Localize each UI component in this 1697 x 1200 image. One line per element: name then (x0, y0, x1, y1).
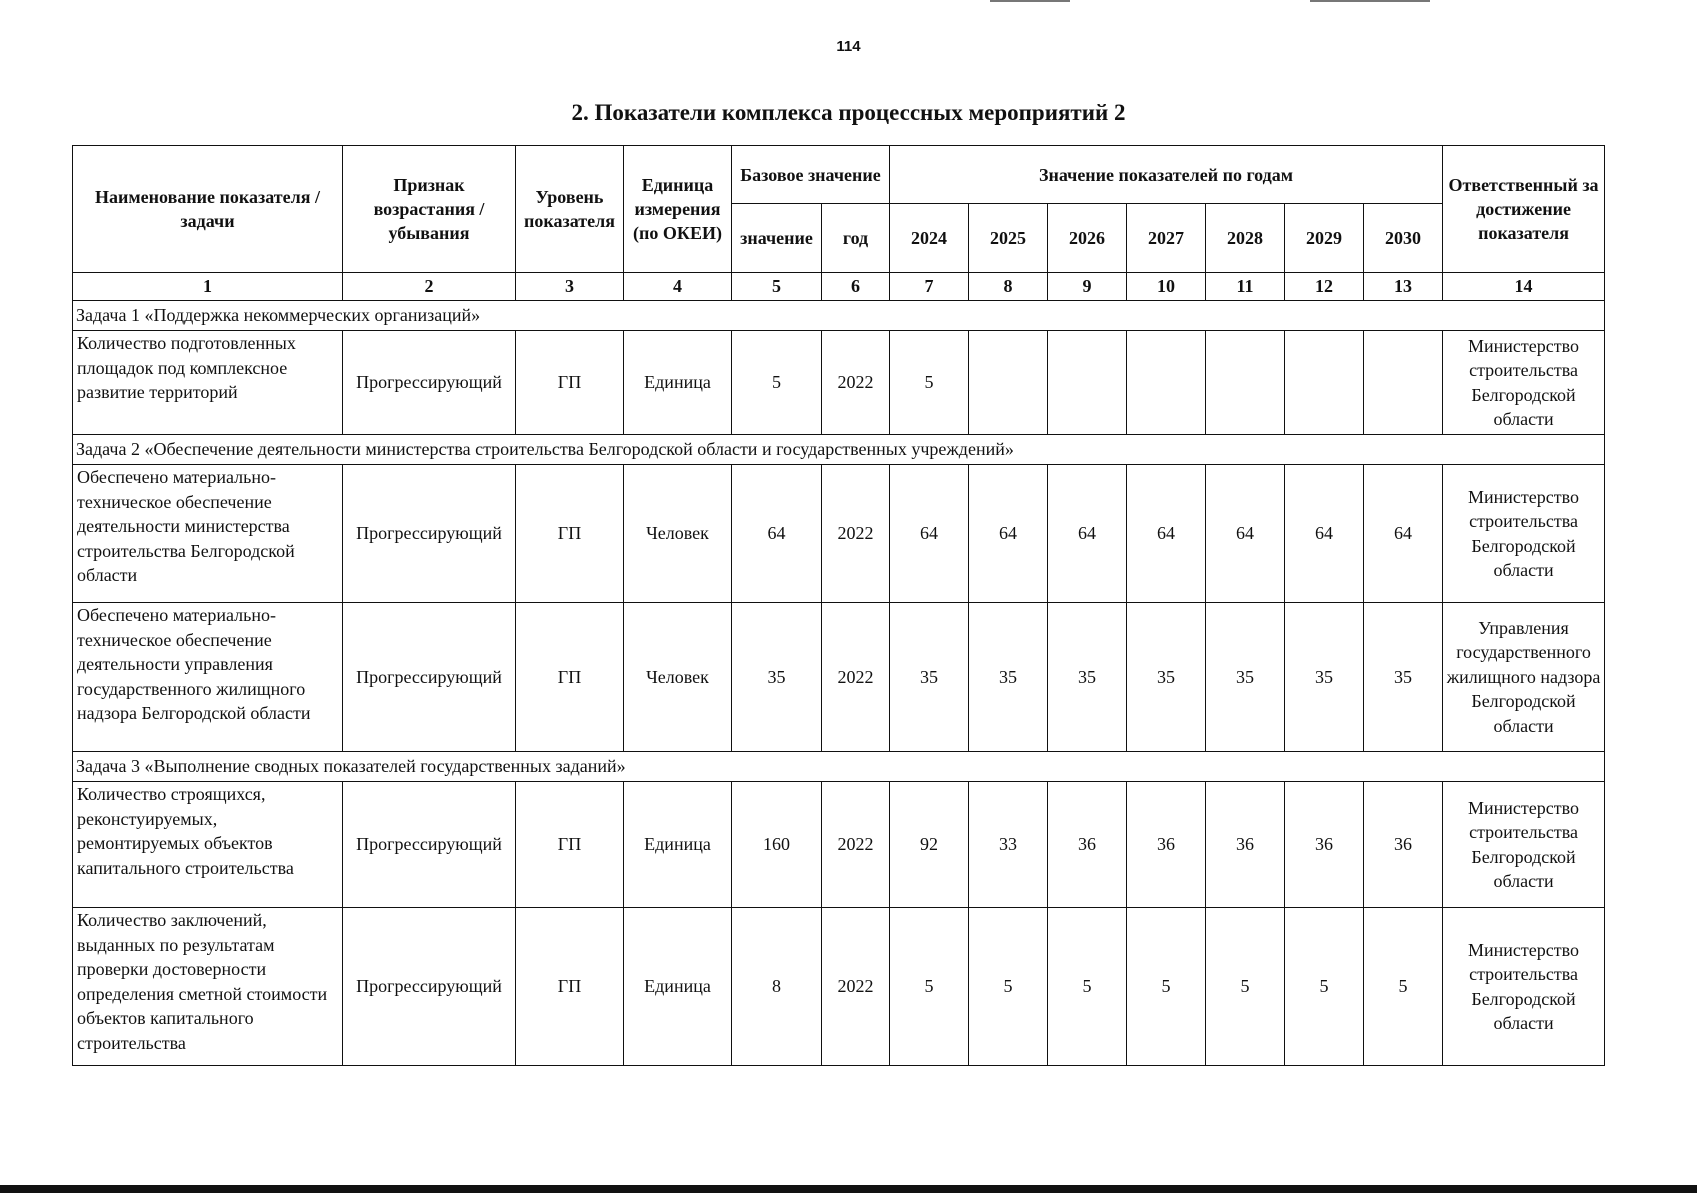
indicator-sign: Прогрессирующий (343, 465, 516, 603)
column-numbers-row (73, 273, 1605, 301)
year-value: 64 (1127, 465, 1206, 603)
year-value: 33 (969, 782, 1048, 908)
indicator-name: Количество строящихся, реконстуируемых, ремонтируемых объектов капитального строительства (73, 782, 343, 908)
task-row (73, 435, 1605, 465)
indicator-level: ГП (516, 782, 624, 908)
year-value: 5 (1285, 908, 1364, 1066)
indicator-name: Количество заключений, выданных по результатам проверки достоверности определения сметной стоимости объектов капитального строительства (73, 908, 343, 1066)
year-value: 5 (1048, 908, 1127, 1066)
year-value: 64 (1285, 465, 1364, 603)
year-value: 92 (890, 782, 969, 908)
column-number: 1 (73, 273, 343, 301)
column-number: 12 (1285, 273, 1364, 301)
indicators-table (72, 145, 1605, 1066)
column-number: 3 (516, 273, 624, 301)
year-value (1127, 331, 1206, 435)
year-value: 35 (1364, 603, 1443, 752)
column-number: 11 (1206, 273, 1285, 301)
indicator-name: Количество подготовленных площадок под комплексное развитие территорий (73, 331, 343, 435)
responsible: Министерство строительства Белгородской области (1443, 465, 1605, 603)
task-row (73, 752, 1605, 782)
indicator-sign: Прогрессирующий (343, 603, 516, 752)
indicator-unit: Единица (624, 331, 732, 435)
year-value: 36 (1364, 782, 1443, 908)
header-year: 2029 (1285, 204, 1364, 273)
base-year: 2022 (822, 465, 890, 603)
year-value: 5 (969, 908, 1048, 1066)
scan-mark (990, 0, 1070, 2)
header-responsible: Ответственный за достижение показателя (1443, 146, 1605, 273)
table-row (73, 782, 1605, 908)
year-value: 5 (1206, 908, 1285, 1066)
year-value (1048, 331, 1127, 435)
year-value (969, 331, 1048, 435)
year-value: 64 (1048, 465, 1127, 603)
year-value: 64 (1206, 465, 1285, 603)
column-number: 2 (343, 273, 516, 301)
base-value: 8 (732, 908, 822, 1066)
header-name: Наименование показателя / задачи (73, 146, 343, 273)
year-value: 5 (890, 331, 969, 435)
responsible: Министерство строительства Белгородской области (1443, 782, 1605, 908)
base-year: 2022 (822, 331, 890, 435)
year-value (1206, 331, 1285, 435)
responsible: Министерство строительства Белгородской области (1443, 908, 1605, 1066)
indicator-sign: Прогрессирующий (343, 908, 516, 1066)
header-year: 2025 (969, 204, 1048, 273)
year-value: 36 (1206, 782, 1285, 908)
year-value: 64 (1364, 465, 1443, 603)
page-title: 2. Показатели комплекса процессных мероприятий 2 (571, 100, 1126, 125)
header-year: 2024 (890, 204, 969, 273)
base-year: 2022 (822, 603, 890, 752)
column-number: 8 (969, 273, 1048, 301)
header-base: Базовое значение (732, 146, 890, 204)
indicator-unit: Человек (624, 465, 732, 603)
indicator-level: ГП (516, 331, 624, 435)
indicator-name: Обеспечено материально-техническое обеспечение деятельности министерства строительства Белгородской области (73, 465, 343, 603)
year-value: 36 (1285, 782, 1364, 908)
year-value: 5 (1127, 908, 1206, 1066)
year-value: 35 (1285, 603, 1364, 752)
table-row (73, 331, 1605, 435)
year-value: 64 (890, 465, 969, 603)
header-year: 2027 (1127, 204, 1206, 273)
scan-mark (1310, 0, 1430, 2)
indicator-level: ГП (516, 908, 624, 1066)
year-value: 35 (1206, 603, 1285, 752)
column-number: 10 (1127, 273, 1206, 301)
header-base-value: значение (732, 204, 822, 273)
indicator-unit: Единица (624, 908, 732, 1066)
year-value: 35 (1048, 603, 1127, 752)
year-value: 36 (1127, 782, 1206, 908)
year-value: 5 (1364, 908, 1443, 1066)
header-base-year: год (822, 204, 890, 273)
header-values-by-year: Значение показателей по годам (890, 146, 1443, 204)
year-value: 36 (1048, 782, 1127, 908)
column-number: 13 (1364, 273, 1443, 301)
task-row (73, 301, 1605, 331)
base-value: 35 (732, 603, 822, 752)
base-year: 2022 (822, 908, 890, 1066)
base-year: 2022 (822, 782, 890, 908)
table-row (73, 465, 1605, 603)
base-value: 5 (732, 331, 822, 435)
header-level: Уровень показателя (516, 146, 624, 273)
column-number: 14 (1443, 273, 1605, 301)
base-value: 160 (732, 782, 822, 908)
responsible: Министерство строительства Белгородской области (1443, 331, 1605, 435)
year-value: 64 (969, 465, 1048, 603)
task-title: Задача 1 «Поддержка некоммерческих организаций» (73, 301, 1605, 331)
indicator-sign: Прогрессирующий (343, 331, 516, 435)
year-value: 35 (890, 603, 969, 752)
indicator-name: Обеспечено материально-техническое обеспечение деятельности управления государственного жилищного надзора Белгородской области (73, 603, 343, 752)
header-sign: Признак возрастания / убывания (343, 146, 516, 273)
year-value: 35 (969, 603, 1048, 752)
year-value: 35 (1127, 603, 1206, 752)
header-unit: Единица измерения (по ОКЕИ) (624, 146, 732, 273)
table-header (73, 146, 1605, 273)
column-number: 6 (822, 273, 890, 301)
bottom-rule (0, 1185, 1697, 1193)
header-year: 2030 (1364, 204, 1443, 273)
header-year: 2028 (1206, 204, 1285, 273)
table-row (73, 603, 1605, 752)
responsible: Управления государственного жилищного надзора Белгородской области (1443, 603, 1605, 752)
indicator-sign: Прогрессирующий (343, 782, 516, 908)
task-title: Задача 2 «Обеспечение деятельности министерства строительства Белгородской области и государственных учреждений» (73, 435, 1605, 465)
year-value (1285, 331, 1364, 435)
page-number: 114 (836, 38, 861, 55)
column-number: 5 (732, 273, 822, 301)
base-value: 64 (732, 465, 822, 603)
indicator-level: ГП (516, 603, 624, 752)
header-year: 2026 (1048, 204, 1127, 273)
indicator-unit: Человек (624, 603, 732, 752)
year-value (1364, 331, 1443, 435)
column-number: 9 (1048, 273, 1127, 301)
indicator-unit: Единица (624, 782, 732, 908)
table-row (73, 908, 1605, 1066)
column-number: 4 (624, 273, 732, 301)
year-value: 5 (890, 908, 969, 1066)
indicator-level: ГП (516, 465, 624, 603)
column-number: 7 (890, 273, 969, 301)
task-title: Задача 3 «Выполнение сводных показателей государственных заданий» (73, 752, 1605, 782)
